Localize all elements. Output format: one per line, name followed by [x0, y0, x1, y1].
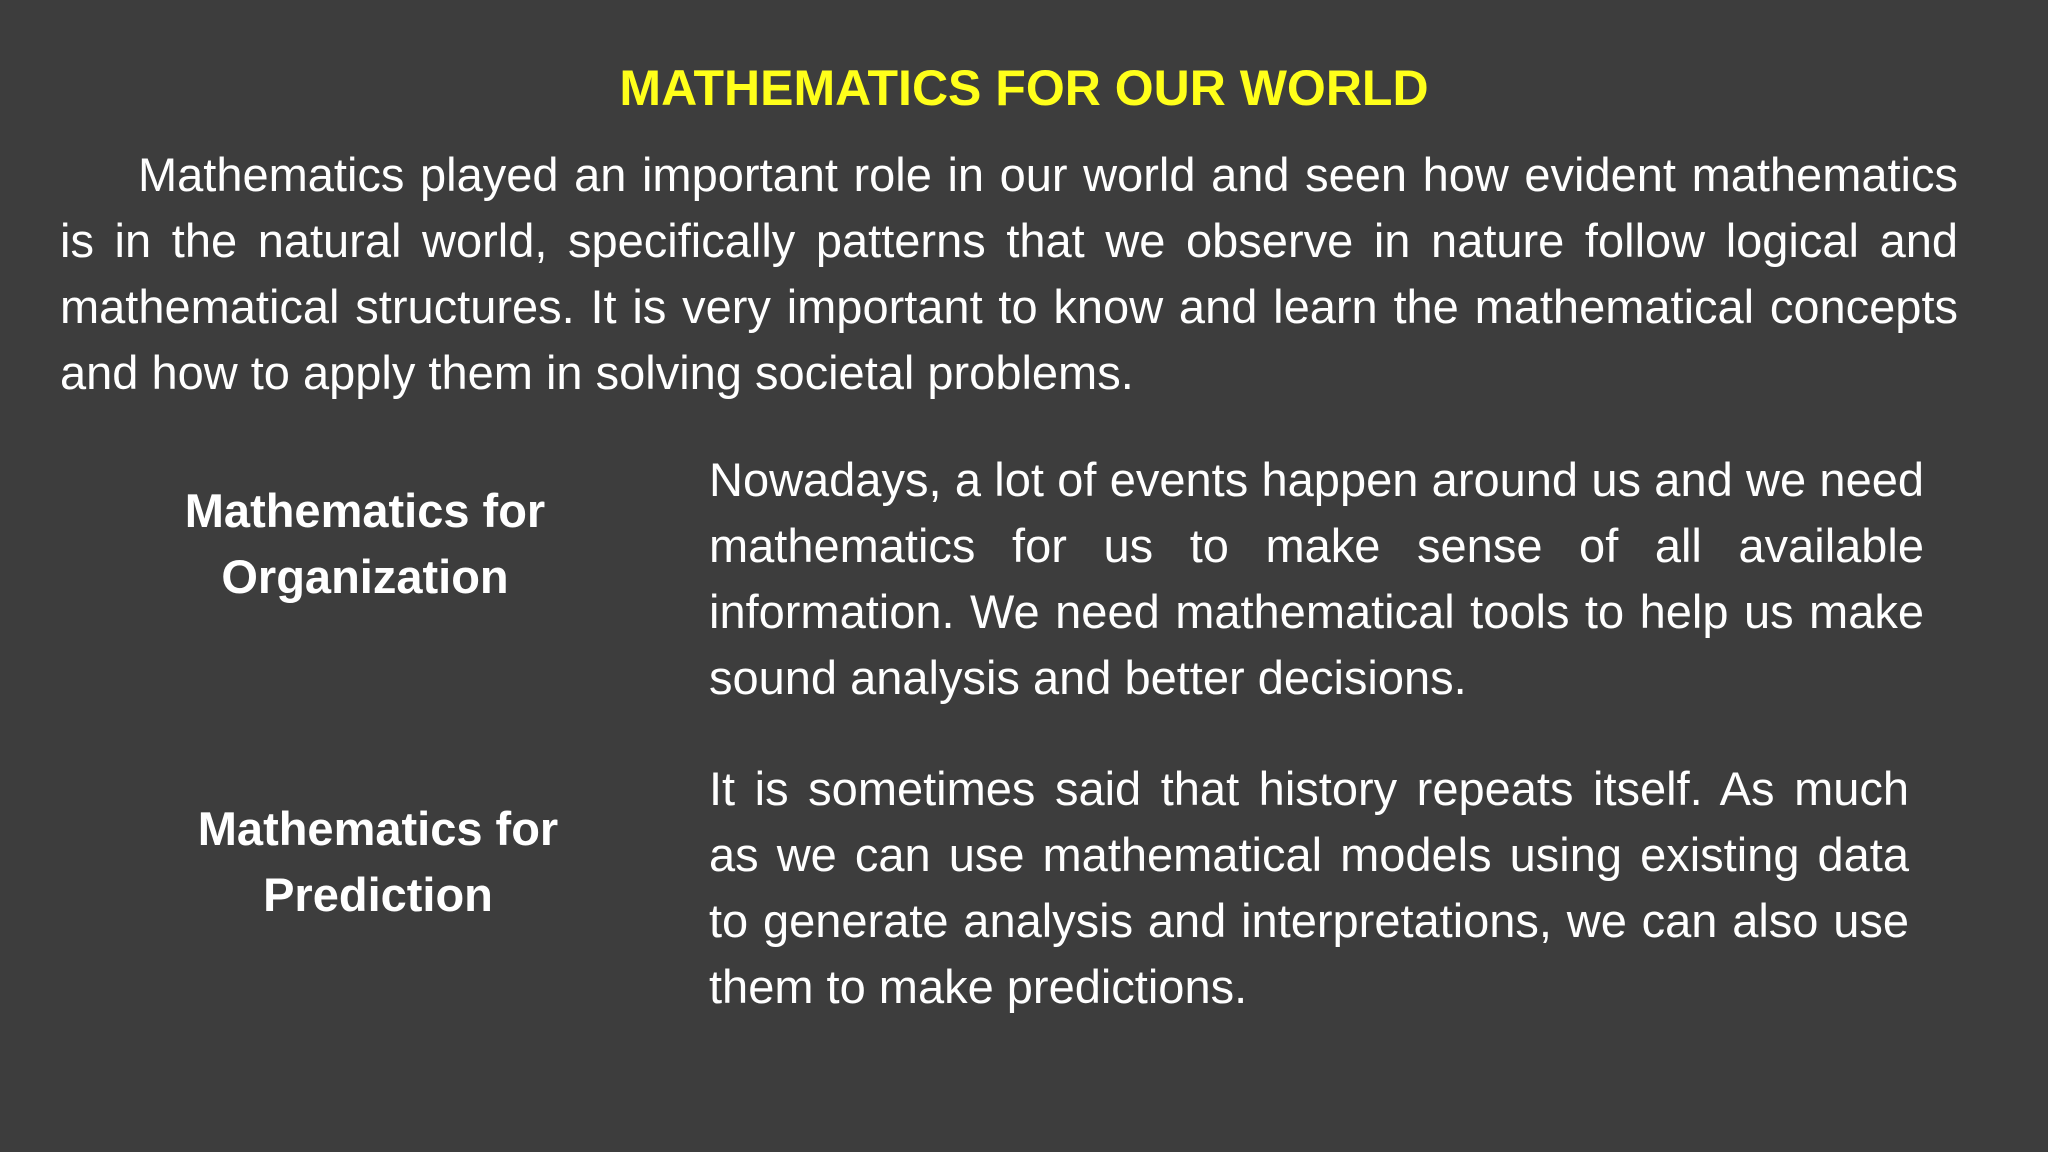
section-heading-line: Mathematics for — [184, 484, 546, 537]
intro-paragraph: Mathematics played an important role in our world and seen how evident mathematics is in the natural world, specifically patterns that we observe in nature follow logical and mathematical structures. It is very important to know and learn the mathematical concepts and how to apply them in solving societal problems. — [60, 148, 1958, 399]
section-heading-line: Prediction — [263, 868, 493, 921]
section-heading-organization — [105, 478, 625, 610]
section-body-prediction: It is sometimes said that history repeats itself. As much as we can use mathematical models using existing data to generate analysis and interpretations, we can also use them to make predictions. — [709, 762, 1909, 1013]
section-heading-prediction — [118, 796, 638, 928]
section-heading-line: Organization — [221, 550, 509, 603]
section-heading-line: Mathematics for — [197, 802, 559, 855]
section-body-organization: Nowadays, a lot of events happen around us and we need mathematics for us to make sense of all available information. We need mathematical tools to help us make sound analysis and better decisions. — [709, 453, 1924, 704]
slide-title: MATHEMATICS FOR OUR WORLD — [619, 60, 1429, 116]
